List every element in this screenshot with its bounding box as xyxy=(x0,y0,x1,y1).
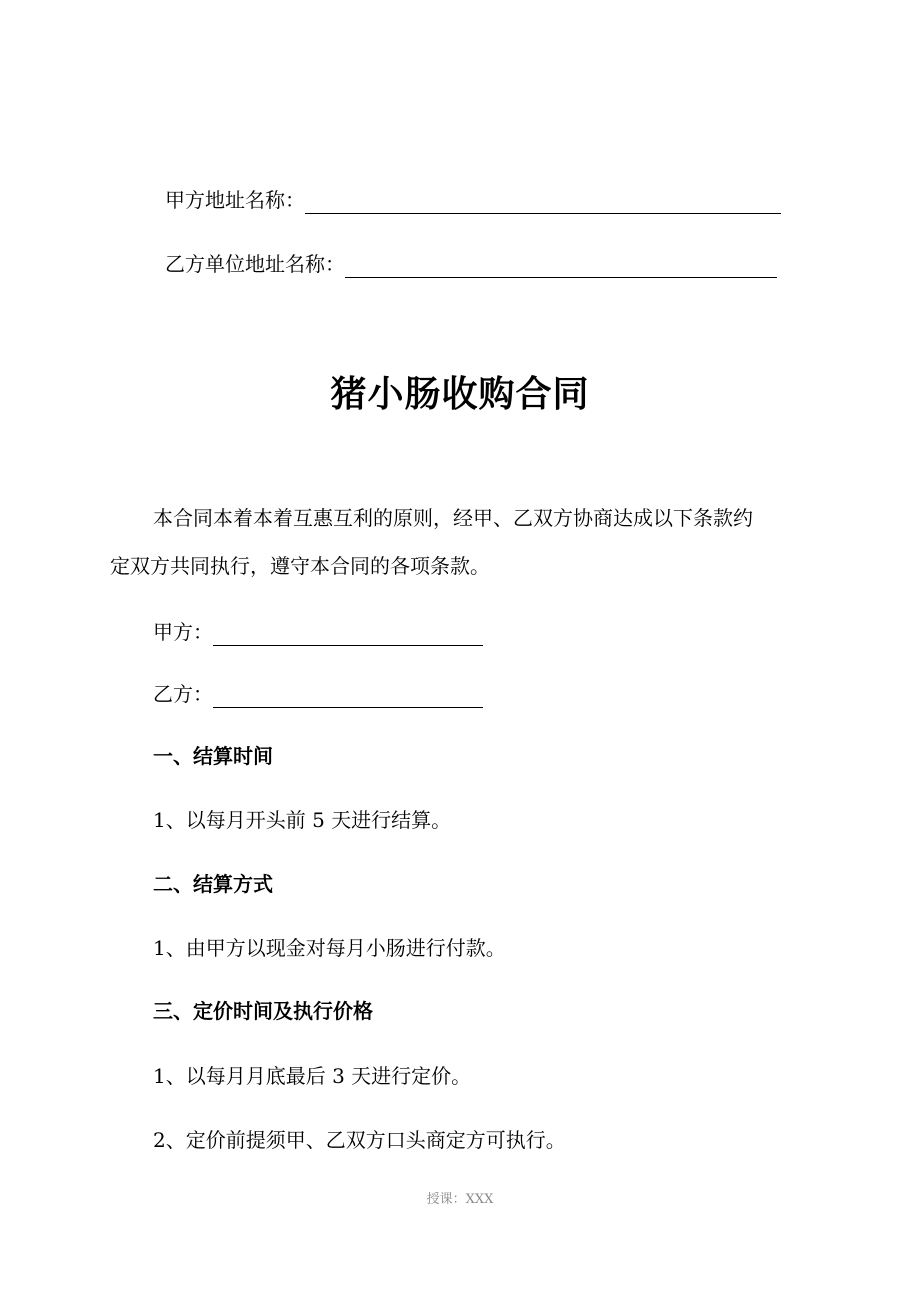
section-heading: 二、结算方式 xyxy=(153,872,273,896)
intro-line-1: 本合同本着本着互惠互利的原则，经甲、乙双方协商达成以下条款约 xyxy=(153,506,753,530)
section-item: 1、以每月开头前 5 天进行结算。 xyxy=(153,808,452,832)
section-heading: 三、定价时间及执行价格 xyxy=(153,999,373,1023)
party-a-label: 甲方： xyxy=(153,620,213,644)
party-a-blank[interactable] xyxy=(213,623,483,646)
party-a-address-line xyxy=(165,186,781,214)
party-b-address-line xyxy=(165,250,777,278)
party-a-line xyxy=(153,618,483,646)
party-b-blank[interactable] xyxy=(213,685,483,708)
party-b-label: 乙方： xyxy=(153,682,213,706)
page-footer: 授课：XXX xyxy=(426,1192,494,1207)
section-item: 2、定价前提须甲、乙双方口头商定方可执行。 xyxy=(153,1128,566,1152)
intro-line-2: 定双方共同执行，遵守本合同的各项条款。 xyxy=(110,554,490,578)
party-b-address-blank[interactable] xyxy=(345,255,777,278)
party-a-address-blank[interactable] xyxy=(305,191,781,214)
section-item: 1、以每月月底最后 3 天进行定价。 xyxy=(153,1064,472,1088)
section-item: 1、由甲方以现金对每月小肠进行付款。 xyxy=(153,936,506,960)
party-b-address-label: 乙方单位地址名称： xyxy=(165,252,345,276)
party-b-line xyxy=(153,680,483,708)
party-a-address-label: 甲方地址名称： xyxy=(165,188,305,212)
contract-title: 猪小肠收购合同 xyxy=(330,373,590,415)
section-heading: 一、结算时间 xyxy=(153,744,273,768)
